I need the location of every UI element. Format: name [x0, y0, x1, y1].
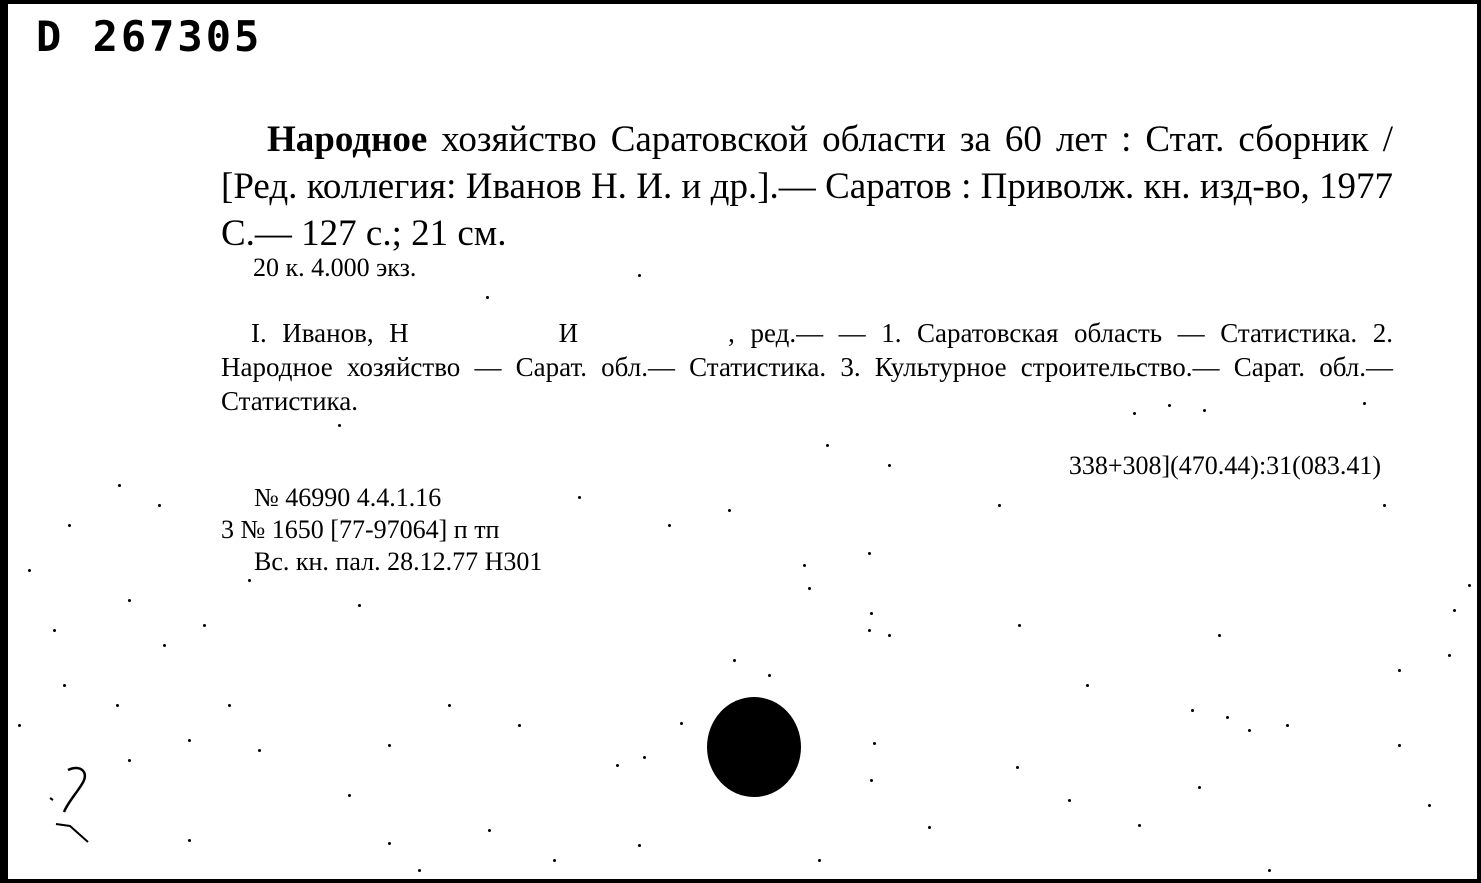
subjects-part-3: , ред.— — 1. Саратовская область — Статистика. 2. Народное хозяйство — Сарат. обл.— Статистика. 3. Культурное строительство.— Сарат. обл.— Статистика. [221, 318, 1393, 416]
service-line-3: Вс. кн. пал. 28.12.77 Н301 [254, 547, 543, 576]
punch-hole [707, 697, 801, 797]
udc-classification: 338+308](470.44):31(083.41) [1068, 451, 1381, 480]
card-id-stamp: D 267305 [36, 12, 263, 61]
title-rest: хозяйство Саратовской области за 60 лет : Стат. сборник / [Ред. коллегия: Иванов Н. И. и др.].— Саратов : Приволж. кн. изд-во, 1977 С.— 127 с.; 21 см. [221, 119, 1393, 254]
handwritten-mark-icon [46, 762, 106, 852]
subject-headings [221, 316, 1393, 418]
service-line-1: № 46990 4.4.1.16 [254, 483, 442, 512]
service-info [221, 482, 542, 578]
title-lead-word: Народное [267, 119, 428, 160]
service-line-2: 3 № 1650 [77-97064] п тп [221, 515, 500, 544]
price-and-print-run: 20 к. 4.000 экз. [253, 253, 417, 282]
subjects-part-2: И [558, 318, 579, 348]
bibliographic-description [221, 116, 1393, 257]
subjects-part-1: I. Иванов, Н [251, 318, 409, 348]
